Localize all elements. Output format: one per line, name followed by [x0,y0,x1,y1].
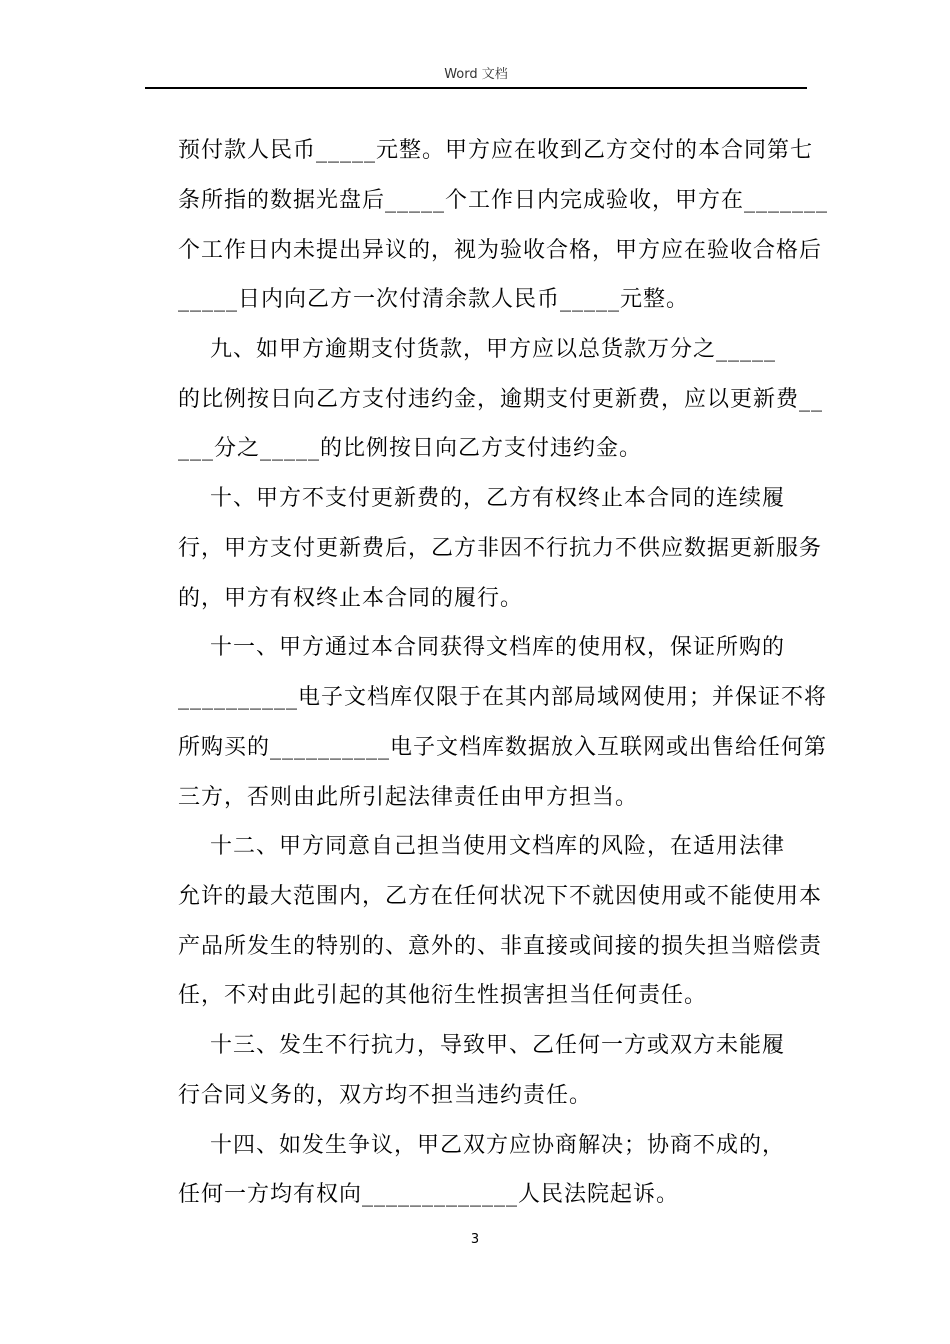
body-line: 十四、如发生争议，甲乙双方应协商解决；协商不成的， [178,1133,785,1158]
body-line: 任，不对由此引起的其他衍生性损害担当任何责任。 [178,983,708,1008]
body-line: 任何一方均有权向_____________人民法院起诉。 [178,1182,680,1207]
header-rule [145,87,807,89]
body-line: 的，甲方有权终止本合同的履行。 [178,586,524,611]
body-line: 十一、甲方通过本合同获得文档库的使用权，保证所购的 [178,635,785,660]
page-number: 3 [470,1232,480,1247]
body-line: 行合同义务的，双方均不担当违约责任。 [178,1083,593,1108]
body-line: 产品所发生的特别的、意外的、非直接或间接的损失担当赔偿责 [178,934,823,959]
body-line: 所购买的__________电子文档库数据放入互联网或出售给任何第 [178,735,828,760]
body-line: 行，甲方支付更新费后，乙方非因不行抗力不供应数据更新服务 [178,536,823,561]
body-line: 个工作日内未提出异议的，视为验收合格，甲方应在验收合格后 [178,238,823,263]
body-line: 允许的最大范围内，乙方在任何状况下不就因使用或不能使用本 [178,884,823,909]
body-line: 条所指的数据光盘后_____个工作日内完成验收，甲方在_______ [178,188,829,213]
body-line: ___分之_____的比例按日向乙方支付违约金。 [178,436,643,461]
body-line: 预付款人民币_____元整。甲方应在收到乙方交付的本合同第七 [178,138,814,163]
body-line: 三方，否则由此所引起法律责任由甲方担当。 [178,785,639,810]
body-line: _____日内向乙方一次付清余款人民币_____元整。 [178,287,690,312]
body-line: 的比例按日向乙方支付违约金，逾期支付更新费，应以更新费__ [178,387,824,412]
body-line: 十二、甲方同意自己担当使用文档库的风险，在适用法律 [178,834,785,859]
body-line: __________电子文档库仅限于在其内部局域网使用；并保证不将 [178,685,828,710]
page-header: Word 文档 [444,67,508,82]
body-line: 十三、发生不行抗力，导致甲、乙任何一方或双方未能履 [178,1033,785,1058]
body-line: 九、如甲方逾期支付货款，甲方应以总货款万分之_____ [178,337,776,362]
body-line: 十、甲方不支付更新费的，乙方有权终止本合同的连续履 [178,486,785,511]
